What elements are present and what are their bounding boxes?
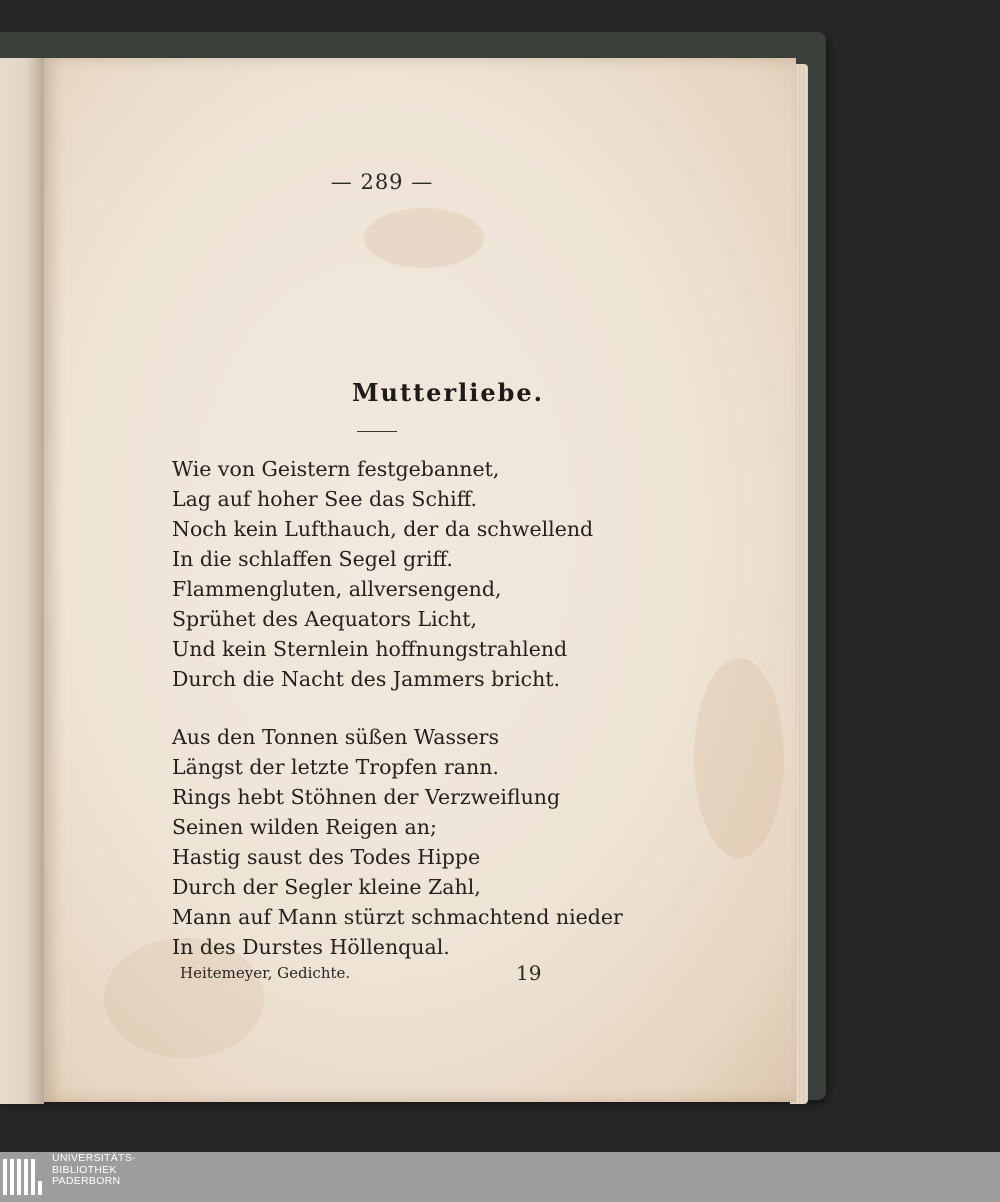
stanza-2 <box>172 722 623 962</box>
poem-line: Durch der Segler kleine Zahl, <box>172 875 481 899</box>
page-number: — 289 — <box>330 170 434 194</box>
poem-line: Wie von Geistern festgebannet, <box>172 457 500 481</box>
poem-line: Und kein Sternlein hoffnungstrahlend <box>172 637 568 661</box>
poem-line: Sprühet des Aequators Licht, <box>172 607 478 631</box>
poem-line: Seinen wilden Reigen an; <box>172 815 437 839</box>
poem-line: Flammengluten, allversengend, <box>172 577 502 601</box>
poem-line: Durch die Nacht des Jammers bricht. <box>172 667 561 691</box>
library-name <box>52 1153 136 1188</box>
page-text <box>44 58 796 1102</box>
poem-line: Hastig saust des Todes Hippe <box>172 845 481 869</box>
poem-line: In des Durstes Höllenqual. <box>172 935 450 959</box>
signature-mark: Heitemeyer, Gedichte. <box>180 964 351 982</box>
university-library-logo-icon <box>2 1155 46 1199</box>
poem-line: Noch kein Lufthauch, der da schwellend <box>172 517 594 541</box>
stanza-1 <box>172 454 593 694</box>
book-page <box>44 58 796 1102</box>
poem-line: In die schlaffen Segel griff. <box>172 547 453 571</box>
poem-line: Mann auf Mann stürzt schmachtend nieder <box>172 905 623 929</box>
poem-line: Rings hebt Stöhnen der Verzweiflung <box>172 785 561 809</box>
poem-title: Mutterliebe. <box>351 378 544 407</box>
poem-line: Lag auf hoher See das Schiff. <box>172 487 478 511</box>
title-divider <box>357 431 397 432</box>
library-name-line: BIBLIOTHEK <box>52 1163 117 1176</box>
library-footer-bar <box>0 1152 1000 1202</box>
library-name-line: PADERBORN <box>52 1175 121 1187</box>
library-name-line: UNIVERSITÄTS- <box>52 1152 136 1164</box>
signature-number: 19 <box>516 961 542 985</box>
left-page-edge <box>0 58 44 1104</box>
poem-line: Längst der letzte Tropfen rann. <box>172 755 499 779</box>
poem-line: Aus den Tonnen süßen Wassers <box>172 725 499 749</box>
